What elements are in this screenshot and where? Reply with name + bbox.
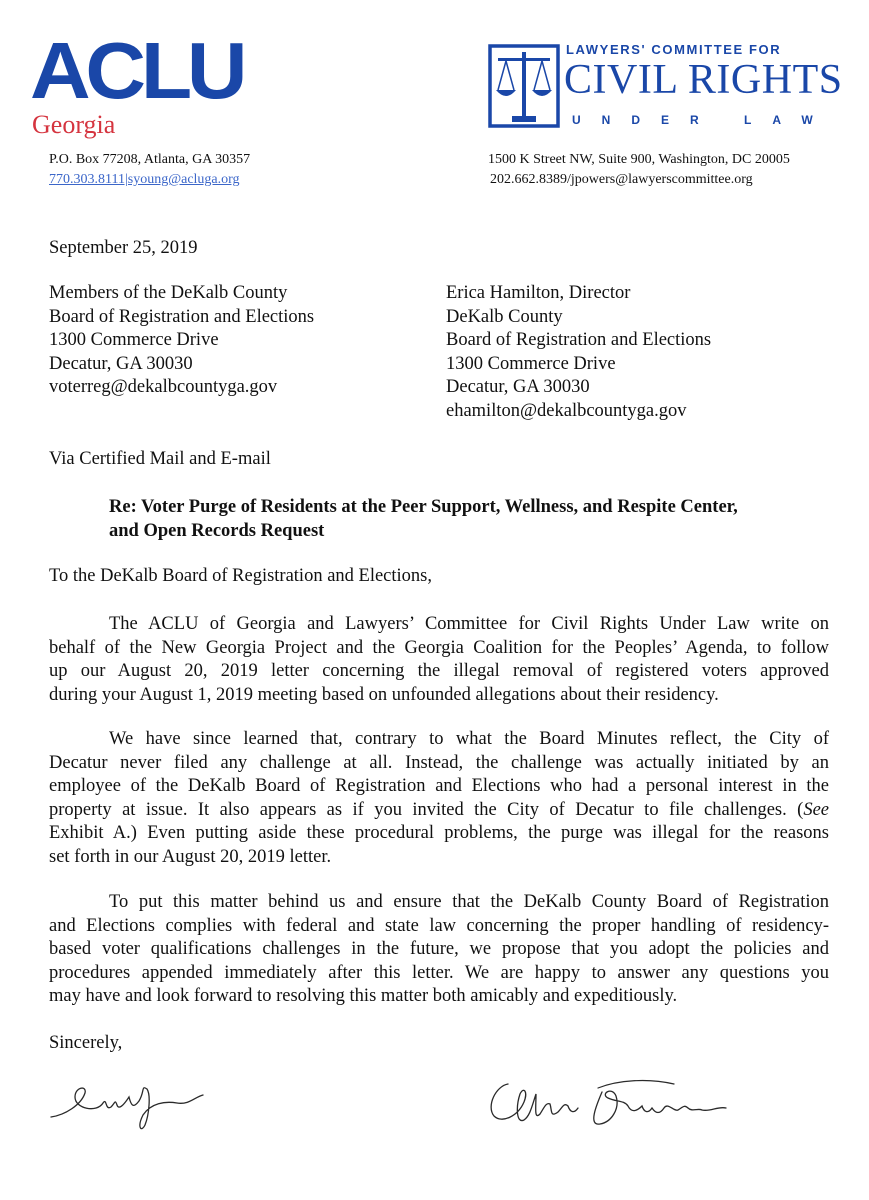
recipient-line: Decatur, GA 30030 [49,353,193,374]
see-italic: See [803,799,829,820]
aclu-address: P.O. Box 77208, Atlanta, GA 30357 [49,152,251,167]
salutation: To the DeKalb Board of Registration and Elections, [49,566,432,586]
recipient-line: Board of Registration and Elections [49,306,315,327]
recipient-line: Board of Registration and Elections [446,330,712,351]
recipient-email: voterreg@dekalbcountyga.gov [49,377,278,398]
paragraph-line: To put this matter behind us and ensure that the DeKalb County Board of Registration [109,892,829,912]
recipient-right [446,282,711,424]
paragraph-line: behalf of the New Georgia Project and the Georgia Coalition for the Peoples’ Agenda, to follow [49,637,829,658]
lccr-logo-main: CIVIL RIGHTS [564,57,843,103]
recipient-line: Members of the DeKalb County [49,283,288,303]
paragraph-line-text: property at issue. It also appears as if you invited the City of Decatur to file challenges. ( [49,799,804,820]
subject-line-1: Re: Voter Purge of Residents at the Peer Support, Wellness, and Respite Center, [109,497,738,517]
recipient-line: Decatur, GA 30030 [446,377,590,398]
paragraph-line: employee of the DeKalb Board of Registration and Elections who had a personal interest in the [49,776,829,797]
recipient-line: DeKalb County [446,306,563,327]
paragraph-line: during your August 1, 2019 meeting based on unfounded allegations about their residency. [49,684,719,705]
aclu-logo-text: ACLU [30,26,243,115]
paragraph-line: may have and look forward to resolving this matter both amicably and expeditiously. [49,986,678,1007]
closing: Sincerely, [49,1033,123,1053]
body-paragraph-1 [49,613,829,707]
body-paragraph-3 [49,891,829,1009]
recipient-left [49,282,314,400]
paragraph-line: procedures appended immediately after this letter. We are happy to answer any questions you [49,962,829,983]
lccr-logo-bottom: UNDER LAW [572,113,834,127]
john-powers-signature [478,1072,738,1142]
recipient-line: 1300 Commerce Drive [446,353,616,374]
delivery-method: Via Certified Mail and E-mail [49,449,271,469]
left-signature [45,1075,215,1135]
paragraph-line: Decatur never filed any challenge at all. Instead, the challenge was actually initiated by an [49,752,829,773]
paragraph-line: up our August 20, 2019 letter concerning the illegal removal of registered voters approved [49,661,829,682]
lccr-contact: 202.662.8389/jpowers@lawyerscommittee.org [490,172,753,187]
lccr-address: 1500 K Street NW, Suite 900, Washington, DC 20005 [488,152,790,167]
aclu-contact-link[interactable]: 770.303.8111|syoung@acluga.org [49,172,240,187]
paragraph-line: We have since learned that, contrary to what the Board Minutes reflect, the City of [109,729,829,749]
paragraph-line: based voter qualifications challenges in the future, we propose that you adopt the policies and [49,939,829,960]
lccr-logo-top: LAWYERS' COMMITTEE FOR [566,42,782,57]
recipient-line: Erica Hamilton, Director [446,283,631,303]
lccr-logo [488,42,843,132]
paragraph-line: The ACLU of Georgia and Lawyers’ Committee for Civil Rights Under Law write on [109,614,829,634]
recipient-line: 1300 Commerce Drive [49,330,219,351]
body-paragraph-2 [49,728,829,870]
paragraph-line: and Elections complies with federal and state law concerning the proper handling of residency- [49,915,829,936]
paragraph-line [49,799,829,823]
paragraph-line: Exhibit A.) Even putting aside these procedural problems, the purge was illegal for the reasons [49,823,829,844]
aclu-logo-state: Georgia [32,110,116,139]
paragraph-line: set forth in our August 20, 2019 letter. [49,846,332,867]
subject-line [109,496,738,543]
subject-line-2: and Open Records Request [109,520,325,541]
letter-date: September 25, 2019 [49,238,198,258]
scales-of-justice-icon [488,44,560,128]
recipient-email: ehamilton@dekalbcountyga.gov [446,400,687,421]
